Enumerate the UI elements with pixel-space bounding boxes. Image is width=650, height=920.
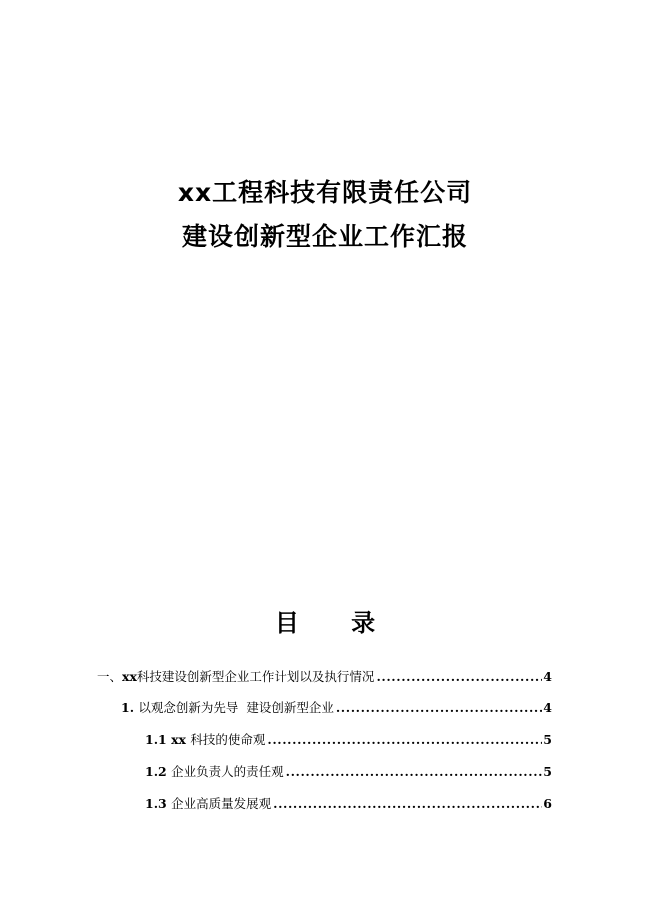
toc-page-number: 4 bbox=[543, 669, 552, 684]
toc-entry-number: 1.2 bbox=[145, 764, 172, 779]
toc-entry[interactable] bbox=[145, 795, 552, 813]
toc-dot-leader bbox=[273, 795, 542, 813]
toc-entry-text: 科技建设创新型企业工作计划以及执行情况 bbox=[136, 669, 375, 684]
toc-entry-number: 1.1 xx bbox=[145, 732, 191, 747]
cover-title-line-2: 建设创新型企业工作汇报 bbox=[181, 222, 468, 251]
toc-entry-label bbox=[121, 699, 334, 717]
toc-entry-number: 1.3 bbox=[145, 796, 172, 811]
toc-entry-label bbox=[145, 731, 265, 749]
toc-heading: 目 录 bbox=[274, 609, 398, 637]
toc-page-number: 5 bbox=[543, 764, 552, 779]
toc-entry-text: 科技的使命观 bbox=[190, 732, 266, 747]
toc-dot-leader bbox=[286, 763, 543, 781]
toc-entry-text: 企业负责人的责任观 bbox=[171, 764, 284, 779]
toc-entry[interactable] bbox=[145, 763, 552, 781]
toc-entry-label bbox=[145, 795, 271, 813]
cover-title-line-1: xx工程科技有限责任公司 bbox=[177, 178, 473, 207]
toc-entry-label bbox=[145, 763, 284, 781]
cover-title bbox=[0, 178, 650, 252]
toc-entry[interactable] bbox=[121, 699, 552, 717]
toc-page-number: 6 bbox=[543, 796, 552, 811]
toc-entry-text: 以观念创新为先导 建设创新型企业 bbox=[138, 700, 334, 715]
toc-entry-number: 1. bbox=[121, 700, 139, 715]
toc-entry-prefix: 一、 bbox=[97, 669, 123, 684]
toc-page-number: 4 bbox=[543, 700, 552, 715]
toc-page-number: 5 bbox=[543, 732, 552, 747]
toc-entry[interactable] bbox=[97, 668, 552, 686]
toc-entry[interactable] bbox=[145, 731, 552, 749]
toc-entry-number: xx bbox=[122, 669, 137, 684]
toc-dot-leader bbox=[267, 731, 542, 749]
toc-entry-label bbox=[97, 668, 374, 686]
toc-dot-leader bbox=[376, 668, 542, 686]
toc-dot-leader bbox=[336, 699, 542, 717]
toc-entry-text: 企业高质量发展观 bbox=[171, 796, 272, 811]
